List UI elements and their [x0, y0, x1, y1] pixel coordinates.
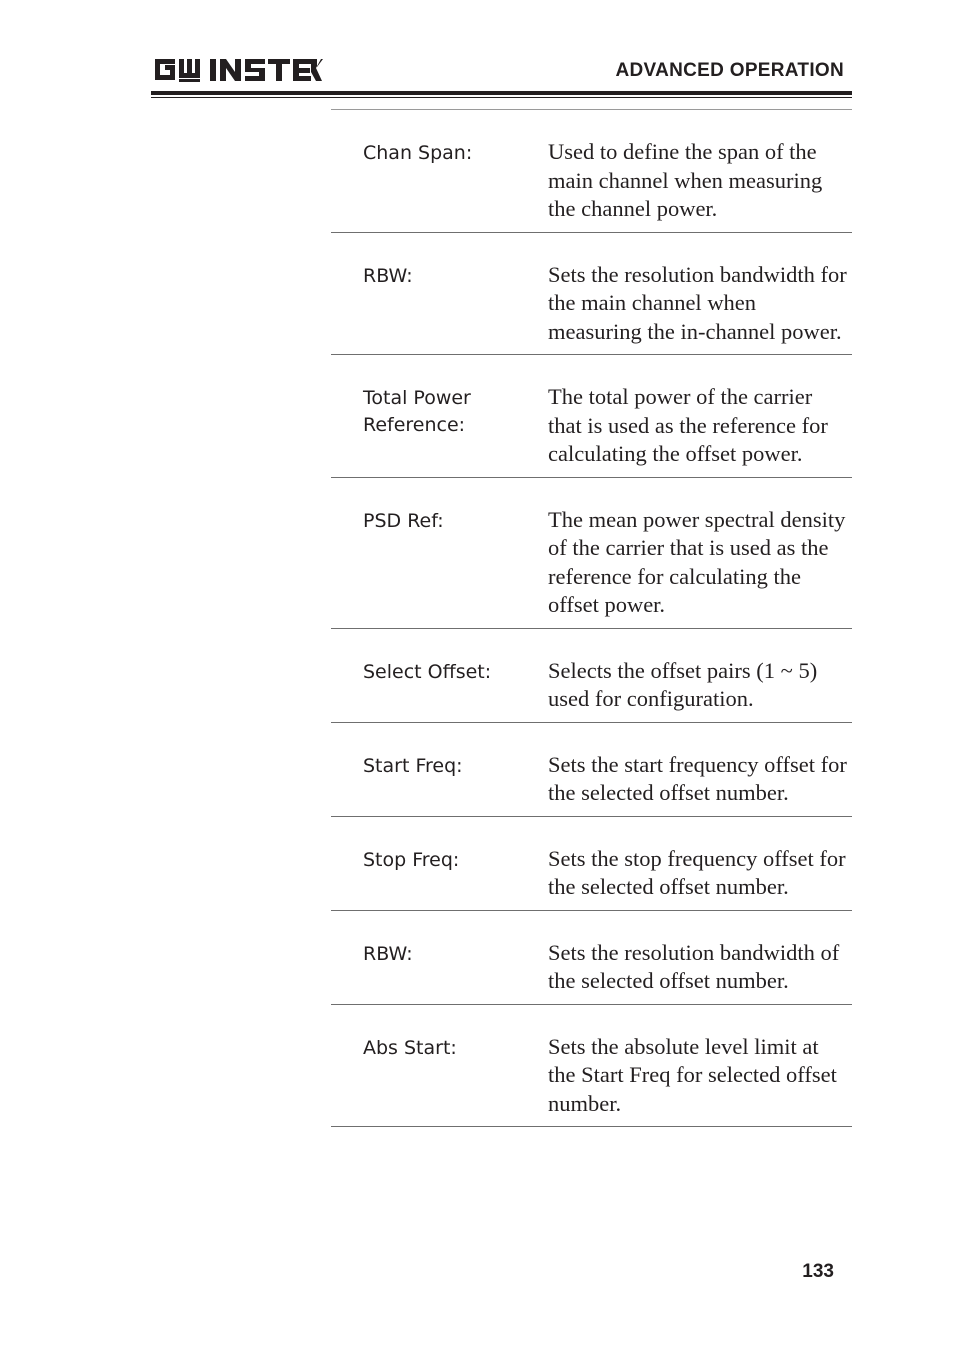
term-description: The mean power spectral density of the carrier that is used as the reference for calculating the offset power.: [548, 506, 846, 617]
header-rule-thin: [151, 97, 852, 98]
term-description: Sets the resolution bandwidth of the selected offset number.: [548, 939, 840, 993]
term-label: Abs Start:: [363, 1036, 457, 1059]
section-title: ADVANCED OPERATION: [615, 60, 844, 81]
term-description: Sets the start frequency offset for the selected offset number.: [548, 751, 847, 805]
table-row: [331, 1005, 852, 1128]
term-label: Chan Span:: [363, 142, 473, 164]
table-row: [331, 817, 852, 911]
table-row: [331, 911, 852, 1005]
table-row: [331, 355, 852, 478]
term-label: RBW:: [363, 264, 413, 287]
term-description: Used to define the span of the main channel when measuring the channel power.: [548, 139, 823, 221]
table-row: [331, 629, 852, 723]
table-row: [331, 723, 852, 817]
term-description: The total power of the carrier that is used as the reference for calculating the offset power.: [548, 384, 828, 466]
term-label: Start Freq:: [363, 754, 463, 777]
table-row: [331, 233, 852, 356]
page-number: 133: [802, 1261, 834, 1282]
term-label: Total Power Reference:: [363, 387, 471, 436]
term-label: RBW:: [363, 942, 413, 965]
gw-instek-logo: [153, 55, 323, 83]
parameter-table: [331, 109, 852, 1127]
term-label: PSD Ref:: [363, 509, 444, 532]
table-row: [331, 110, 852, 233]
term-description: Sets the absolute level limit at the Start Freq for selected offset number.: [548, 1033, 837, 1116]
header-rule: [151, 91, 852, 95]
term-label: Select Offset:: [363, 660, 492, 683]
term-description: Sets the stop frequency offset for the selected offset number.: [548, 845, 846, 899]
term-description: Selects the offset pairs (1 ~ 5) used for configuration.: [548, 657, 818, 711]
term-label: Stop Freq:: [363, 848, 460, 871]
table-row: [331, 478, 852, 629]
term-description: Sets the resolution bandwidth for the main channel when measuring the in-channel power.: [548, 261, 847, 344]
